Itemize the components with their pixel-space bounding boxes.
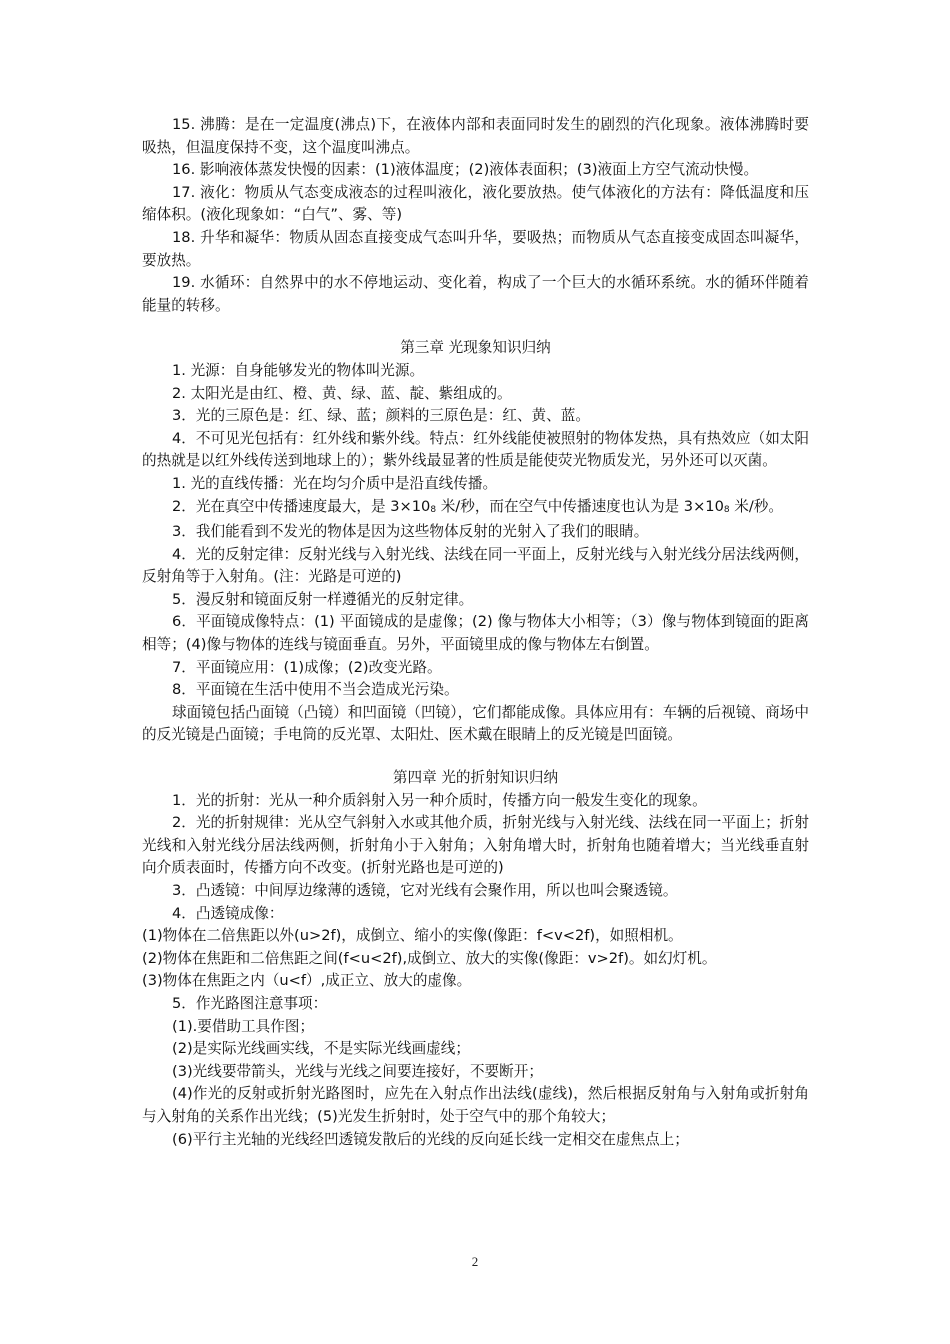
paragraph-note-2: (2)是实际光线画实线，不是实际光线画虚线； [172, 1040, 470, 1058]
paragraph-invisible-light: 4．不可见光包括有：红外线和紫外线。特点：红外线能使被照射的物体发热，具有热效应（如太阳的热就是以红外线传送到地球上的）；紫外线最显著的性质是能使荧光物质发光，另外还可以灭菌。 [142, 429, 809, 470]
document-page [142, 114, 809, 1151]
paragraph-refraction: 1．光的折射：光从一种介质斜射入另一种介质时，传播方向一般发生变化的现象。 [172, 791, 707, 809]
paragraph-19-water-cycle: 19. 水循环：自然界中的水不停地运动、变化着，构成了一个巨大的水循环系统。水的循环伴随着能量的转移。 [142, 274, 809, 314]
chapter-4-heading: 第四章 光的折射知识归纳 [392, 769, 559, 787]
paragraph-note-6: (6)平行主光轴的光线经凹透镜发散后的光线的反向延长线一定相交在虚焦点上； [172, 1130, 689, 1148]
exponent-mark: 8 [723, 504, 730, 515]
paragraph-diagram-notes: 5．作光路图注意事项： [172, 994, 328, 1012]
paragraph-18-sublimation: 18. 升华和凝华：物质从固态直接变成气态叫升华，要吸热；而物质从气态直接变成固态叫凝华，要放热。 [142, 228, 809, 269]
paragraph-16-evaporation-factors: 16. 影响液体蒸发快慢的因素：(1)液体温度；(2)液体表面积；(3)液面上方空气流动快慢。 [172, 161, 759, 179]
paragraph-diffuse-reflection: 5．漫反射和镜面反射一样遵循光的反射定律。 [172, 590, 474, 608]
paragraph-note-3: (3)光线要带箭头，光线与光线之间要连接好，不要断开； [172, 1062, 543, 1080]
paragraph-reflection-law: 4．光的反射定律：反射光线与入射光线、法线在同一平面上，反射光线与入射光线分居法线两侧，反射角等于入射角。(注：光路是可逆的) [142, 545, 809, 586]
paragraph-note-1: (1).要借助工具作图； [172, 1017, 315, 1035]
paragraph-15-boiling: 15. 沸腾：是在一定温度(沸点)下，在液体内部和表面同时发生的剧烈的汽化现象。液体沸腾时要吸热，但温度保持不变，这个温度叫沸点。 [142, 116, 809, 156]
paragraph-light-speed [142, 496, 809, 522]
exponent-mark: 8 [430, 504, 437, 515]
paragraph-convex-lens: 3．凸透镜：中间厚边缘薄的透镜，它对光线有会聚作用，所以也叫会聚透镜。 [172, 882, 678, 899]
paragraph-see-objects: 3．我们能看到不发光的物体是因为这些物体反射的光射入了我们的眼睛。 [172, 523, 649, 541]
paragraph-imaging-case-3: (3)物体在焦距之内（u<f）,成正立、放大的虚像。 [142, 972, 472, 990]
paragraph-imaging-case-2: (2)物体在焦距和二倍焦距之间(f<u<2f),成倒立、放大的实像(像距：v>2f)。如幻灯机。 [142, 949, 717, 967]
page-number: 2 [471, 1254, 479, 1269]
paragraph-sunlight: 2. 太阳光是由红、橙、黄、绿、蓝、靛、紫组成的。 [172, 384, 512, 402]
paragraph-refraction-law: 2．光的折射规律：光从空气斜射入水或其他介质，折射光线与入射光线、法线在同一平面上；折射光线和入射光线分居法线两侧，折射角小于入射角；入射角增大时，折射角也随着增大；当光线垂直射向介质表面时，传播方向不改变。(折射光路也是可逆的) [142, 814, 809, 877]
chapter-3-heading: 第三章 光现象知识归纳 [400, 339, 551, 357]
paragraph-note-4-5: (4)作光的反射或折射光路图时，应先在入射点作出法线(虚线)，然后根据反射角与入射角或折射角与入射角的关系作出光线；(5)光发生折射时，处于空气中的那个角较大； [142, 1085, 809, 1125]
paragraph-imaging-case-1: (1)物体在二倍焦距以外(u>2f)，成倒立、缩小的实像(像距：f<v<2f)，如照相机。 [142, 927, 683, 945]
paragraph-plane-mirror-uses: 7．平面镜应用：(1)成像；(2)改变光路。 [172, 658, 442, 676]
paragraph-convex-imaging: 4．凸透镜成像： [172, 904, 284, 922]
light-speed-text: 2．光在真空中传播速度最大，是 $3\times 10_8$ 米/秒，而在空气中传播速度也认为是 $3\times 10_8$ 米/秒。 [172, 497, 783, 515]
paragraph-straight-propagation: 1. 光的直线传播：光在均匀介质中是沿直线传播。 [172, 474, 498, 492]
paragraph-spherical-mirror: 球面镜包括凸面镜（凸镜）和凹面镜（凹镜），它们都能成像。具体应用有：车辆的后视镜、商场中的反光镜是凸面镜；手电筒的反光罩、太阳灶、医术戴在眼睛上的反光镜是凹面镜。 [142, 703, 809, 744]
paragraph-primary-colors: 3．光的三原色是：红、绿、蓝；颜料的三原色是：红、黄、蓝。 [172, 407, 590, 425]
paragraph-light-pollution: 8．平面镜在生活中使用不当会造成光污染。 [172, 681, 459, 699]
paragraph-17-liquefaction: 17. 液化：物质从气态变成液态的过程叫液化，液化要放热。使气体液化的方法有：降低温度和压缩体积。(液化现象如：“白气”、雾、等) [142, 183, 809, 224]
paragraph-light-source: 1. 光源：自身能够发光的物体叫光源。 [172, 361, 425, 379]
paragraph-plane-mirror-features: 6．平面镜成像特点：(1) 平面镜成的是虚像；(2) 像与物体大小相等；（3）像与物体到镜面的距离相等；(4)像与物体的连线与镜面垂直。另外，平面镜里成的像与物体左右倒置。 [142, 613, 809, 654]
